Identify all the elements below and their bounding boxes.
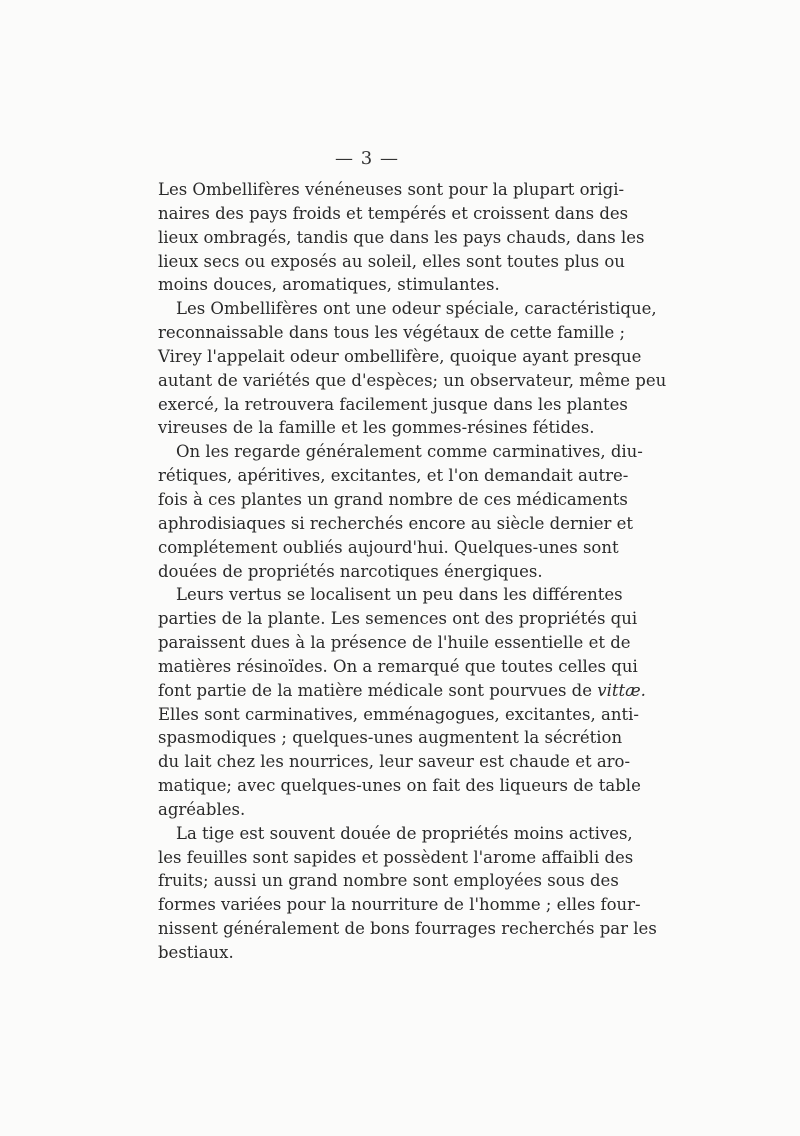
text-line	[158, 536, 619, 560]
text-line-content: lieux secs ou exposés au soleil, elles sont toutes plus ou	[158, 251, 625, 271]
text-line	[158, 273, 588, 297]
text-line-content: bestiaux.	[158, 943, 234, 962]
text-line-content: La tige est souvent douée de propriétés moins actives,	[176, 823, 633, 843]
text-line	[158, 917, 657, 941]
text-line-content: paraissent dues à la présence de l'huile essentielle et de	[158, 633, 631, 653]
text-line	[158, 798, 588, 822]
text-line-content: matique; avec quelques-unes on fait des liqueurs de table	[158, 776, 641, 796]
text-line-content: moins douces, aromatiques, stimulantes.	[158, 275, 500, 295]
text-line-content: formes variées pour la nourriture de l'homme ; elles four-	[158, 895, 641, 915]
text-line	[158, 512, 634, 536]
text-line-content: aphrodisiaques si recherchés encore au siècle dernier et	[158, 513, 634, 533]
text-line-content: exercé, la retrouvera facilement jusque dans les plantes	[158, 394, 628, 414]
body-text	[158, 178, 667, 965]
text-line	[158, 202, 629, 226]
text-line-content: agréables.	[158, 799, 246, 819]
text-line-content: reconnaissable dans tous les végétaux de cette famille ;	[158, 323, 626, 343]
text-line-content: douées de propriétés narcotiques énergiques.	[158, 561, 543, 581]
text-line	[158, 726, 623, 750]
text-line-content: Elles sont carminatives, emménagogues, excitantes, anti-	[158, 704, 639, 724]
text-line-content: complétement oubliés aujourd'hui. Quelques-unes sont	[158, 537, 619, 557]
text-line	[158, 345, 642, 369]
text-line-content: autant de variétés que d'espèces; un observateur, même peu	[158, 370, 667, 390]
text-line-content: On les regarde généralement comme carminatives, diu-	[176, 442, 643, 462]
text-line	[158, 750, 631, 774]
text-line	[158, 321, 626, 345]
text-line-content: font partie de la matière médicale sont pourvues de	[158, 680, 593, 700]
text-line	[158, 607, 638, 631]
text-line	[158, 846, 634, 870]
text-line	[158, 655, 638, 679]
text-line	[158, 369, 667, 393]
text-line	[158, 464, 629, 488]
text-line	[158, 583, 623, 607]
text-line	[158, 893, 641, 917]
text-line	[158, 297, 657, 321]
text-line	[158, 416, 595, 440]
text-line-content: fruits; aussi un grand nombre sont employées sous des	[158, 871, 619, 891]
text-line	[158, 774, 641, 798]
text-line-content: Les Ombellifères vénéneuses sont pour la plupart origi-	[158, 180, 625, 199]
text-line-content: fois à ces plantes un grand nombre de ces médicaments	[158, 489, 628, 509]
text-line-content: naires des pays froids et tempérés et croissent dans des	[158, 203, 629, 223]
text-line	[158, 393, 628, 417]
text-line-content: Leurs vertus se localisent un peu dans les différentes	[176, 585, 623, 605]
text-line-content: nissent généralement de bons fourrages recherchés par les	[158, 919, 657, 939]
text-line	[158, 226, 645, 250]
text-line-content: les feuilles sont sapides et possèdent l'arome affaibli des	[158, 847, 634, 867]
text-line	[158, 488, 628, 512]
text-line	[158, 631, 631, 655]
text-line-content: du lait chez les nourrices, leur saveur est chaude et aro-	[158, 752, 631, 772]
text-line	[158, 560, 588, 584]
page-number: — 3 —	[335, 148, 399, 169]
text-line-content: lieux ombragés, tandis que dans les pays chauds, dans les	[158, 227, 645, 247]
text-line	[158, 869, 619, 893]
text-line-content: Les Ombellifères ont une odeur spéciale, caractéristique,	[176, 299, 657, 319]
text-line-content: rétiques, apéritives, excitantes, et l'on demandait autre-	[158, 466, 629, 486]
text-line-content: vireuses de la famille et les gommes-résines fétides.	[158, 418, 595, 438]
text-line	[158, 178, 625, 202]
text-line-content: matières résinoïdes. On a remarqué que toutes celles qui	[158, 656, 638, 676]
text-line	[158, 250, 625, 274]
text-line-content: parties de la plante. Les semences ont des propriétés qui	[158, 609, 638, 629]
text-line	[158, 679, 646, 703]
text-line-content: spasmodiques ; quelques-unes augmentent la sécrétion	[158, 728, 623, 748]
text-line	[158, 440, 643, 464]
text-line	[158, 703, 639, 727]
text-line	[158, 941, 588, 965]
italic-term: vittæ.	[597, 680, 646, 700]
text-line	[158, 822, 633, 846]
text-line-content: Virey l'appelait odeur ombellifère, quoique ayant presque	[158, 346, 642, 366]
